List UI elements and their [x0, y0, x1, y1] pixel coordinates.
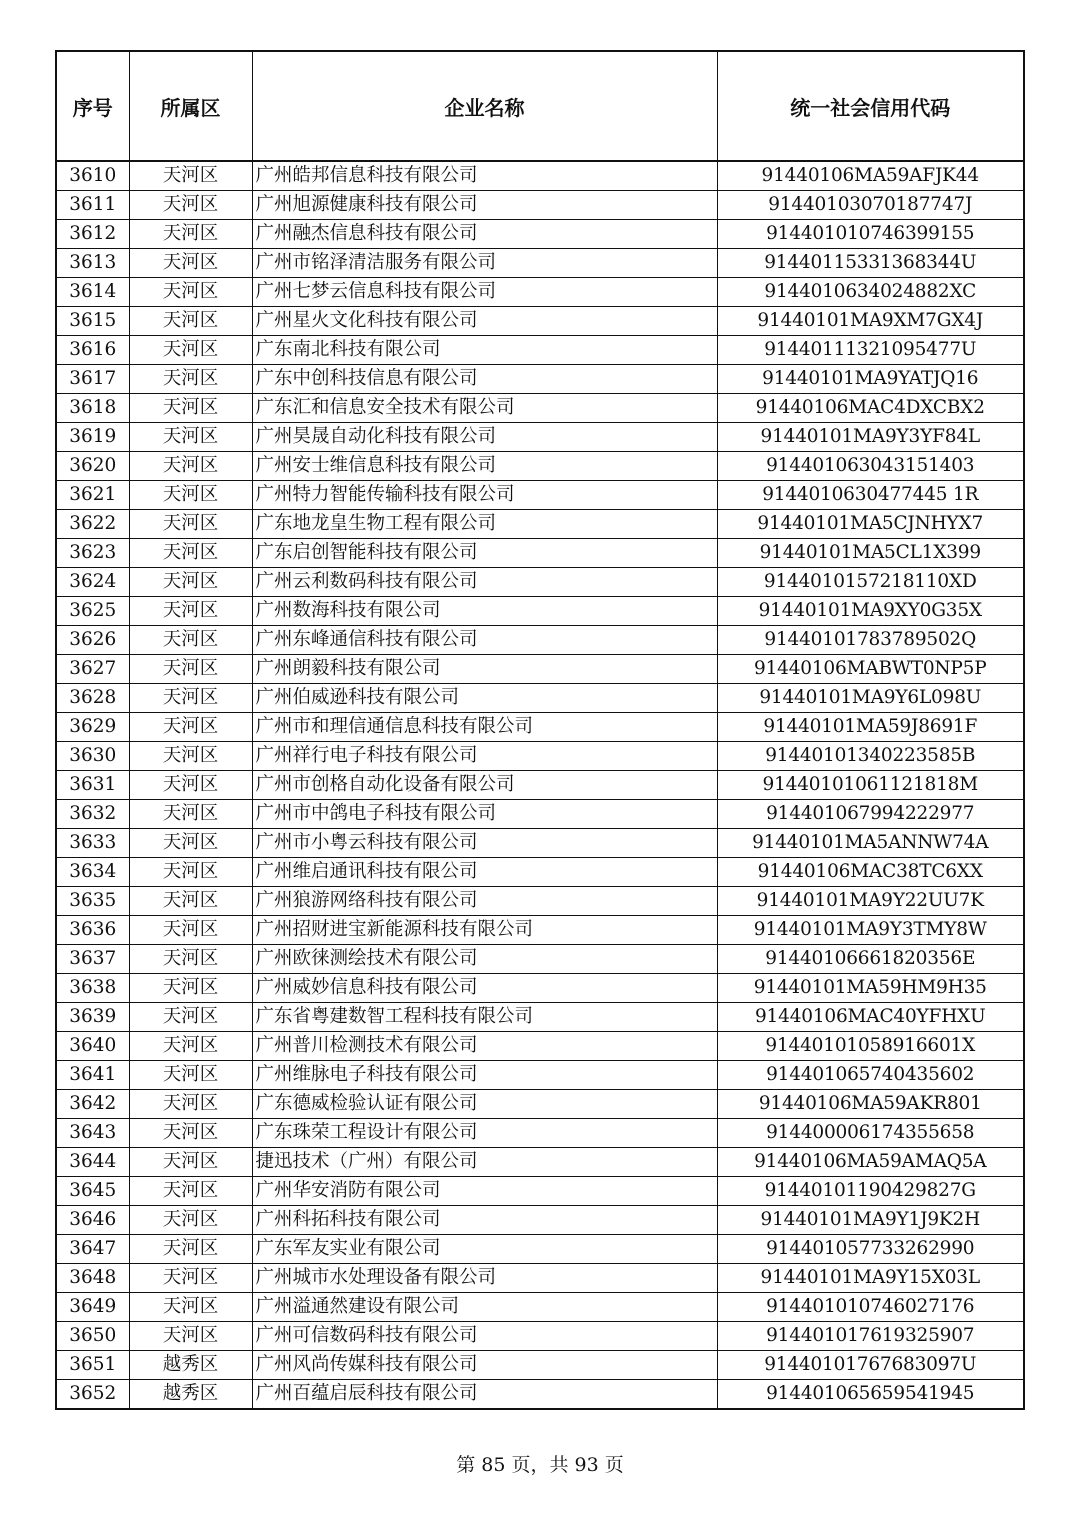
cell-serial-number: 3642: [56, 1090, 129, 1119]
cell-serial-number: 3623: [56, 539, 129, 568]
cell-district: 天河区: [129, 829, 252, 858]
cell-enterprise-name: 广东中创科技信息有限公司: [252, 365, 717, 394]
cell-serial-number: 3643: [56, 1119, 129, 1148]
cell-district: 天河区: [129, 568, 252, 597]
cell-serial-number: 3611: [56, 191, 129, 220]
header-enterprise-name: 企业名称: [252, 51, 717, 161]
cell-credit-code: 91440101340223585B: [717, 742, 1024, 771]
cell-enterprise-name: 广州数海科技有限公司: [252, 597, 717, 626]
table-row: [56, 1206, 1024, 1235]
cell-district: 天河区: [129, 191, 252, 220]
cell-district: 天河区: [129, 423, 252, 452]
cell-enterprise-name: 广州特力智能传输科技有限公司: [252, 481, 717, 510]
table-row: [56, 713, 1024, 742]
cell-credit-code: 91440101MA9Y15X03L: [717, 1264, 1024, 1293]
cell-enterprise-name: 广州东峰通信科技有限公司: [252, 626, 717, 655]
cell-credit-code: 91440101783789502Q: [717, 626, 1024, 655]
cell-district: 天河区: [129, 713, 252, 742]
cell-district: 天河区: [129, 278, 252, 307]
cell-enterprise-name: 广东省粤建数智工程科技有限公司: [252, 1003, 717, 1032]
cell-district: 天河区: [129, 858, 252, 887]
cell-credit-code: 91440101767683097U: [717, 1351, 1024, 1380]
table-row: [56, 161, 1024, 191]
cell-enterprise-name: 广州市中鸽电子科技有限公司: [252, 800, 717, 829]
cell-serial-number: 3644: [56, 1148, 129, 1177]
cell-credit-code: 91440106661820356E: [717, 945, 1024, 974]
table-row: [56, 626, 1024, 655]
cell-district: 天河区: [129, 394, 252, 423]
cell-serial-number: 3648: [56, 1264, 129, 1293]
cell-serial-number: 3645: [56, 1177, 129, 1206]
cell-serial-number: 3620: [56, 452, 129, 481]
cell-serial-number: 3628: [56, 684, 129, 713]
cell-serial-number: 3632: [56, 800, 129, 829]
cell-serial-number: 3614: [56, 278, 129, 307]
cell-district: 天河区: [129, 771, 252, 800]
table-row: [56, 829, 1024, 858]
cell-enterprise-name: 广州安士维信息科技有限公司: [252, 452, 717, 481]
cell-district: 天河区: [129, 1061, 252, 1090]
cell-serial-number: 3639: [56, 1003, 129, 1032]
enterprise-table: [55, 50, 1025, 1410]
cell-enterprise-name: 广州可信数码科技有限公司: [252, 1322, 717, 1351]
cell-serial-number: 3638: [56, 974, 129, 1003]
cell-enterprise-name: 广州旭源健康科技有限公司: [252, 191, 717, 220]
cell-enterprise-name: 广东珠荣工程设计有限公司: [252, 1119, 717, 1148]
table-row: [56, 800, 1024, 829]
cell-district: 天河区: [129, 655, 252, 684]
cell-credit-code: 914401017619325907: [717, 1322, 1024, 1351]
cell-serial-number: 3640: [56, 1032, 129, 1061]
table-row: [56, 771, 1024, 800]
cell-serial-number: 3630: [56, 742, 129, 771]
table-row: [56, 1322, 1024, 1351]
cell-credit-code: 91440101MA9YATJQ16: [717, 365, 1024, 394]
cell-credit-code: 91440106MA59AKR801: [717, 1090, 1024, 1119]
cell-district: 天河区: [129, 1264, 252, 1293]
cell-credit-code: 91440101MA9XM7GX4J: [717, 307, 1024, 336]
table-row: [56, 1003, 1024, 1032]
table-header-row: [56, 51, 1024, 161]
table-row: [56, 1032, 1024, 1061]
cell-district: 越秀区: [129, 1351, 252, 1380]
table-row: [56, 858, 1024, 887]
cell-credit-code: 9144010630477445 1R: [717, 481, 1024, 510]
cell-credit-code: 91440103070187747J: [717, 191, 1024, 220]
cell-credit-code: 91440101MA5ANNW74A: [717, 829, 1024, 858]
cell-district: 天河区: [129, 307, 252, 336]
cell-district: 天河区: [129, 916, 252, 945]
cell-district: 天河区: [129, 626, 252, 655]
cell-enterprise-name: 广州七梦云信息科技有限公司: [252, 278, 717, 307]
cell-serial-number: 3651: [56, 1351, 129, 1380]
cell-enterprise-name: 广州狼游网络科技有限公司: [252, 887, 717, 916]
table-row: [56, 1090, 1024, 1119]
cell-district: 天河区: [129, 1148, 252, 1177]
cell-serial-number: 3652: [56, 1380, 129, 1410]
cell-enterprise-name: 广州维启通讯科技有限公司: [252, 858, 717, 887]
cell-credit-code: 91440115331368344U: [717, 249, 1024, 278]
cell-serial-number: 3634: [56, 858, 129, 887]
cell-enterprise-name: 广州欧徕测绘技术有限公司: [252, 945, 717, 974]
cell-district: 天河区: [129, 452, 252, 481]
table-row: [56, 887, 1024, 916]
table-row: [56, 1235, 1024, 1264]
cell-serial-number: 3636: [56, 916, 129, 945]
cell-district: 天河区: [129, 742, 252, 771]
cell-enterprise-name: 广州皓邦信息科技有限公司: [252, 161, 717, 191]
cell-credit-code: 91440106MABWT0NP5P: [717, 655, 1024, 684]
cell-district: 天河区: [129, 684, 252, 713]
cell-district: 天河区: [129, 1032, 252, 1061]
header-serial-number: 序号: [56, 51, 129, 161]
cell-credit-code: 91440101MA9Y1J9K2H: [717, 1206, 1024, 1235]
table-row: [56, 1380, 1024, 1410]
table-row: [56, 249, 1024, 278]
cell-credit-code: 91440101MA9Y6L098U: [717, 684, 1024, 713]
cell-district: 天河区: [129, 365, 252, 394]
cell-enterprise-name: 广州百蕴启辰科技有限公司: [252, 1380, 717, 1410]
cell-serial-number: 3637: [56, 945, 129, 974]
table-row: [56, 655, 1024, 684]
cell-serial-number: 3633: [56, 829, 129, 858]
cell-credit-code: 91440106MAC40YFHXU: [717, 1003, 1024, 1032]
cell-credit-code: 91440101MA9Y3YF84L: [717, 423, 1024, 452]
table-row: [56, 423, 1024, 452]
cell-credit-code: 91440101MA59HM9H35: [717, 974, 1024, 1003]
cell-district: 天河区: [129, 1177, 252, 1206]
cell-serial-number: 3650: [56, 1322, 129, 1351]
table-row: [56, 1351, 1024, 1380]
cell-enterprise-name: 广州普川检测技术有限公司: [252, 1032, 717, 1061]
cell-credit-code: 91440101MA59J8691F: [717, 713, 1024, 742]
cell-enterprise-name: 广州市铭泽清洁服务有限公司: [252, 249, 717, 278]
cell-enterprise-name: 广州祥行电子科技有限公司: [252, 742, 717, 771]
cell-credit-code: 91440106MA59AFJK44: [717, 161, 1024, 191]
cell-serial-number: 3635: [56, 887, 129, 916]
cell-credit-code: 91440111321095477U: [717, 336, 1024, 365]
cell-serial-number: 3631: [56, 771, 129, 800]
table-row: [56, 1119, 1024, 1148]
table-row: [56, 510, 1024, 539]
cell-credit-code: 91440101190429827G: [717, 1177, 1024, 1206]
cell-credit-code: 914401057733262990: [717, 1235, 1024, 1264]
table-row: [56, 1061, 1024, 1090]
cell-credit-code: 91440101058916601X: [717, 1032, 1024, 1061]
table-row: [56, 1293, 1024, 1322]
table-row: [56, 452, 1024, 481]
cell-enterprise-name: 广州华安消防有限公司: [252, 1177, 717, 1206]
cell-credit-code: 914401067994222977: [717, 800, 1024, 829]
cell-district: 天河区: [129, 1003, 252, 1032]
cell-district: 天河区: [129, 1206, 252, 1235]
table-row: [56, 220, 1024, 249]
cell-serial-number: 3615: [56, 307, 129, 336]
cell-district: 天河区: [129, 510, 252, 539]
cell-enterprise-name: 广州伯威逊科技有限公司: [252, 684, 717, 713]
cell-district: 越秀区: [129, 1380, 252, 1410]
cell-credit-code: 91440101MA5CL1X399: [717, 539, 1024, 568]
table-row: [56, 1264, 1024, 1293]
cell-district: 天河区: [129, 1090, 252, 1119]
cell-district: 天河区: [129, 481, 252, 510]
cell-serial-number: 3612: [56, 220, 129, 249]
header-credit-code: 统一社会信用代码: [717, 51, 1024, 161]
cell-enterprise-name: 广州云利数码科技有限公司: [252, 568, 717, 597]
cell-district: 天河区: [129, 1235, 252, 1264]
cell-credit-code: 91440101061121818M: [717, 771, 1024, 800]
cell-credit-code: 914400006174355658: [717, 1119, 1024, 1148]
cell-district: 天河区: [129, 220, 252, 249]
cell-district: 天河区: [129, 597, 252, 626]
cell-enterprise-name: 广州市和理信通信息科技有限公司: [252, 713, 717, 742]
table-row: [56, 597, 1024, 626]
table-row: [56, 336, 1024, 365]
cell-enterprise-name: 广州溢通然建设有限公司: [252, 1293, 717, 1322]
cell-credit-code: 91440101MA9Y22UU7K: [717, 887, 1024, 916]
cell-serial-number: 3629: [56, 713, 129, 742]
cell-credit-code: 91440106MAC4DXCBX2: [717, 394, 1024, 423]
cell-enterprise-name: 广东地龙皇生物工程有限公司: [252, 510, 717, 539]
cell-credit-code: 914401065740435602: [717, 1061, 1024, 1090]
cell-serial-number: 3625: [56, 597, 129, 626]
cell-district: 天河区: [129, 974, 252, 1003]
cell-serial-number: 3646: [56, 1206, 129, 1235]
cell-credit-code: 91440101MA5CJNHYX7: [717, 510, 1024, 539]
cell-enterprise-name: 广州星火文化科技有限公司: [252, 307, 717, 336]
cell-serial-number: 3610: [56, 161, 129, 191]
cell-serial-number: 3619: [56, 423, 129, 452]
table-body: [56, 161, 1024, 1409]
table-row: [56, 916, 1024, 945]
cell-enterprise-name: 广州市创格自动化设备有限公司: [252, 771, 717, 800]
cell-credit-code: 9144010157218110XD: [717, 568, 1024, 597]
cell-credit-code: 9144010634024882XC: [717, 278, 1024, 307]
table-row: [56, 394, 1024, 423]
table-row: [56, 307, 1024, 336]
cell-credit-code: 914401010746399155: [717, 220, 1024, 249]
cell-enterprise-name: 广州昊晟自动化科技有限公司: [252, 423, 717, 452]
cell-credit-code: 91440106MAC38TC6XX: [717, 858, 1024, 887]
cell-enterprise-name: 广州维脉电子科技有限公司: [252, 1061, 717, 1090]
cell-serial-number: 3621: [56, 481, 129, 510]
cell-credit-code: 914401063043151403: [717, 452, 1024, 481]
cell-district: 天河区: [129, 1119, 252, 1148]
cell-enterprise-name: 捷迅技术（广州）有限公司: [252, 1148, 717, 1177]
table-row: [56, 539, 1024, 568]
cell-district: 天河区: [129, 539, 252, 568]
cell-serial-number: 3624: [56, 568, 129, 597]
cell-enterprise-name: 广州融杰信息科技有限公司: [252, 220, 717, 249]
cell-serial-number: 3641: [56, 1061, 129, 1090]
cell-enterprise-name: 广东南北科技有限公司: [252, 336, 717, 365]
table-row: [56, 278, 1024, 307]
cell-enterprise-name: 广州科拓科技有限公司: [252, 1206, 717, 1235]
page-footer: 第 85 页，共 93 页: [456, 1454, 624, 1476]
cell-serial-number: 3647: [56, 1235, 129, 1264]
cell-credit-code: 914401010746027176: [717, 1293, 1024, 1322]
header-district: 所属区: [129, 51, 252, 161]
cell-serial-number: 3617: [56, 365, 129, 394]
cell-enterprise-name: 广州城市水处理设备有限公司: [252, 1264, 717, 1293]
cell-district: 天河区: [129, 161, 252, 191]
cell-enterprise-name: 广东军友实业有限公司: [252, 1235, 717, 1264]
table-row: [56, 568, 1024, 597]
cell-serial-number: 3618: [56, 394, 129, 423]
cell-district: 天河区: [129, 1293, 252, 1322]
cell-district: 天河区: [129, 1322, 252, 1351]
cell-enterprise-name: 广州威妙信息科技有限公司: [252, 974, 717, 1003]
cell-credit-code: 91440101MA9XY0G35X: [717, 597, 1024, 626]
table-row: [56, 1177, 1024, 1206]
cell-enterprise-name: 广州朗毅科技有限公司: [252, 655, 717, 684]
cell-district: 天河区: [129, 249, 252, 278]
table-row: [56, 365, 1024, 394]
table-row: [56, 191, 1024, 220]
cell-enterprise-name: 广东德威检验认证有限公司: [252, 1090, 717, 1119]
cell-credit-code: 914401065659541945: [717, 1380, 1024, 1410]
cell-district: 天河区: [129, 945, 252, 974]
cell-enterprise-name: 广东启创智能科技有限公司: [252, 539, 717, 568]
table-row: [56, 684, 1024, 713]
cell-district: 天河区: [129, 800, 252, 829]
cell-serial-number: 3613: [56, 249, 129, 278]
cell-serial-number: 3627: [56, 655, 129, 684]
table-row: [56, 974, 1024, 1003]
cell-serial-number: 3622: [56, 510, 129, 539]
cell-serial-number: 3616: [56, 336, 129, 365]
table-row: [56, 742, 1024, 771]
cell-district: 天河区: [129, 887, 252, 916]
cell-district: 天河区: [129, 336, 252, 365]
cell-serial-number: 3649: [56, 1293, 129, 1322]
table-row: [56, 481, 1024, 510]
table-row: [56, 945, 1024, 974]
cell-enterprise-name: 广东汇和信息安全技术有限公司: [252, 394, 717, 423]
cell-credit-code: 91440101MA9Y3TMY8W: [717, 916, 1024, 945]
cell-serial-number: 3626: [56, 626, 129, 655]
cell-credit-code: 91440106MA59AMAQ5A: [717, 1148, 1024, 1177]
cell-enterprise-name: 广州招财进宝新能源科技有限公司: [252, 916, 717, 945]
cell-enterprise-name: 广州市小粤云科技有限公司: [252, 829, 717, 858]
cell-enterprise-name: 广州风尚传媒科技有限公司: [252, 1351, 717, 1380]
table-row: [56, 1148, 1024, 1177]
